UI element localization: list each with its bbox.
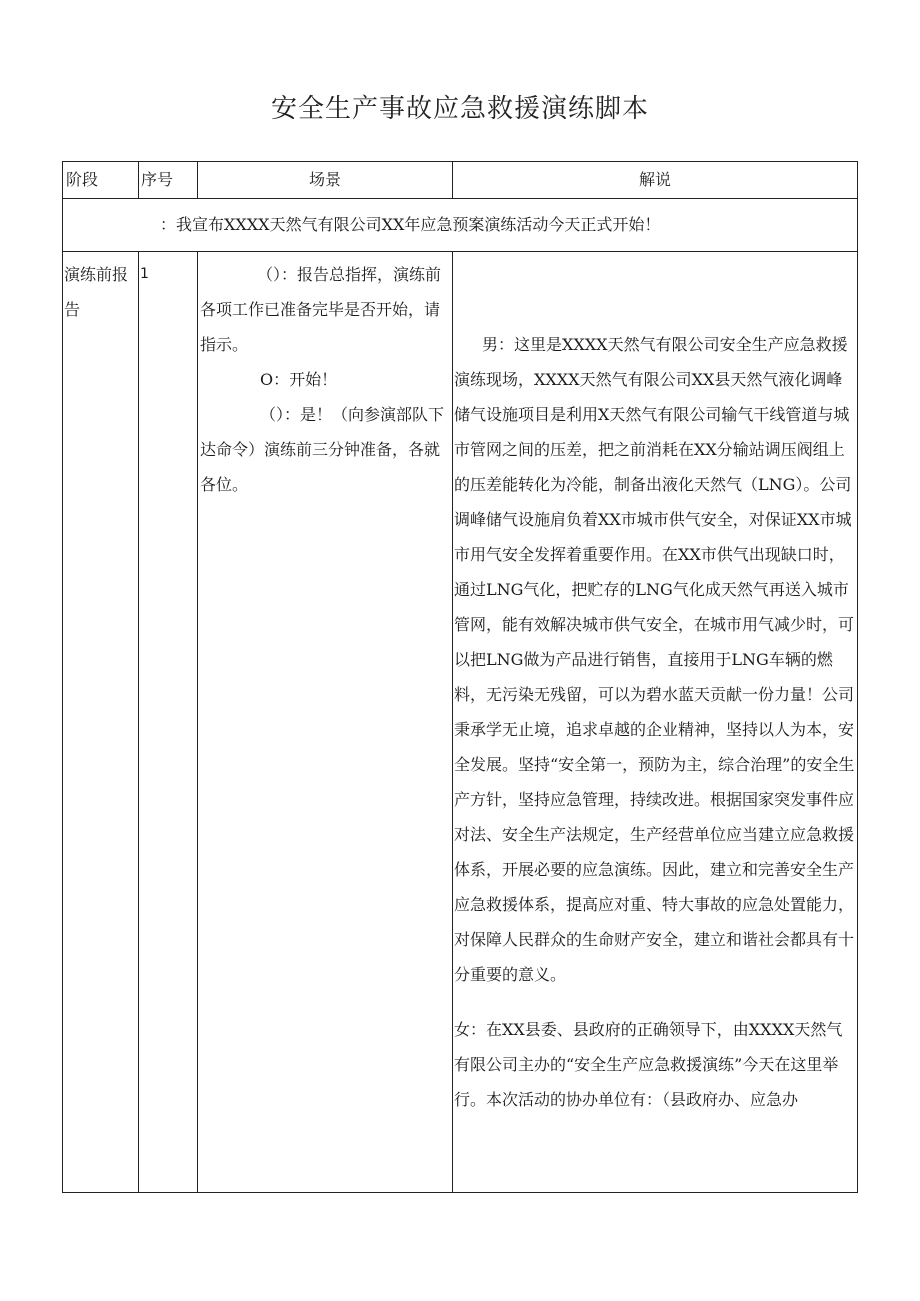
document-title: 安全生产事故应急救援演练脚本 [270,94,649,124]
col-divider-1-body [138,251,139,1193]
table-border-right [857,161,858,1193]
stage-cell: 演练前报告 [64,265,129,319]
table-border-left [62,161,63,1193]
table-border-bottom [62,1192,858,1193]
narration-paragraph-male: 男：这里是XXXX天然气有限公司安全生产应急救援演练现场，XXXX天然气有限公司XX县天然气液化调峰储气设施项目是利用X天然气有限公司输气干线管道与城市管网之间的压差，把之前消耗在XX分输站调压阀组上的压差能转化为冷能，制备出液化天然气（LNG）。公司调峰储气设施肩负着XX市城市供气安全，对保证XX市城市用气安全发挥着重要作用。在XX市供气出现缺口时，通过LNG气化，把贮存的LNG气化成天然气再送入城市管网，能有效解决城市供气安全，在城市用气减少时，可以把LNG做为产品进行销售，直接用于LNG车辆的燃料，无污染无残留，可以为碧水蓝天贡献一份力量！公司秉承学无止境，追求卓越的企业精神，坚持以人为本，安全发展。坚持“安全第一，预防为主，综合治理”的安全生产方针，坚持应急管理，持续改进。根据国家突发事件应对法、安全生产法规定，生产经营单位应当建立应急救援体系，开展必要的应急演练。因此，建立和完善安全生产应急救援体系，提高应对重、特大事故的应急处置能力，对保障人民群众的生命财产安全，建立和谐社会都具有十分重要的意义。 [454,335,855,984]
announcement-divider [62,251,858,252]
row-number-cell: 1 [140,266,149,282]
header-divider [62,198,858,199]
header-scene: 场景 [308,170,341,189]
col-divider-1-header [138,161,139,199]
header-stage: 阶段 [66,170,99,189]
scene-line: （）：是！（向参演部队下达命令）演练前三分钟准备，各就各位。 [200,405,445,494]
opening-announcement: ：我宣布XXXX天然气有限公司XX年应急预案演练活动今天正式开始！ [160,215,661,234]
scene-line: O：开始！ [260,370,338,389]
header-narration: 解说 [638,170,671,189]
scene-line: （）：报告总指挥，演练前各项工作已准备完毕是否开始，请指示。 [200,265,442,354]
header-number: 序号 [141,170,174,189]
col-divider-2-body [197,251,198,1193]
narration-paragraph-female: 女：在XX县委、县政府的正确领导下，由XXXX天然气有限公司主办的“安全生产应急救援演练”今天在这里举行。本次活动的协办单位有：（县政府办、应急办 [454,1020,843,1109]
col-divider-3-body [452,251,453,1193]
